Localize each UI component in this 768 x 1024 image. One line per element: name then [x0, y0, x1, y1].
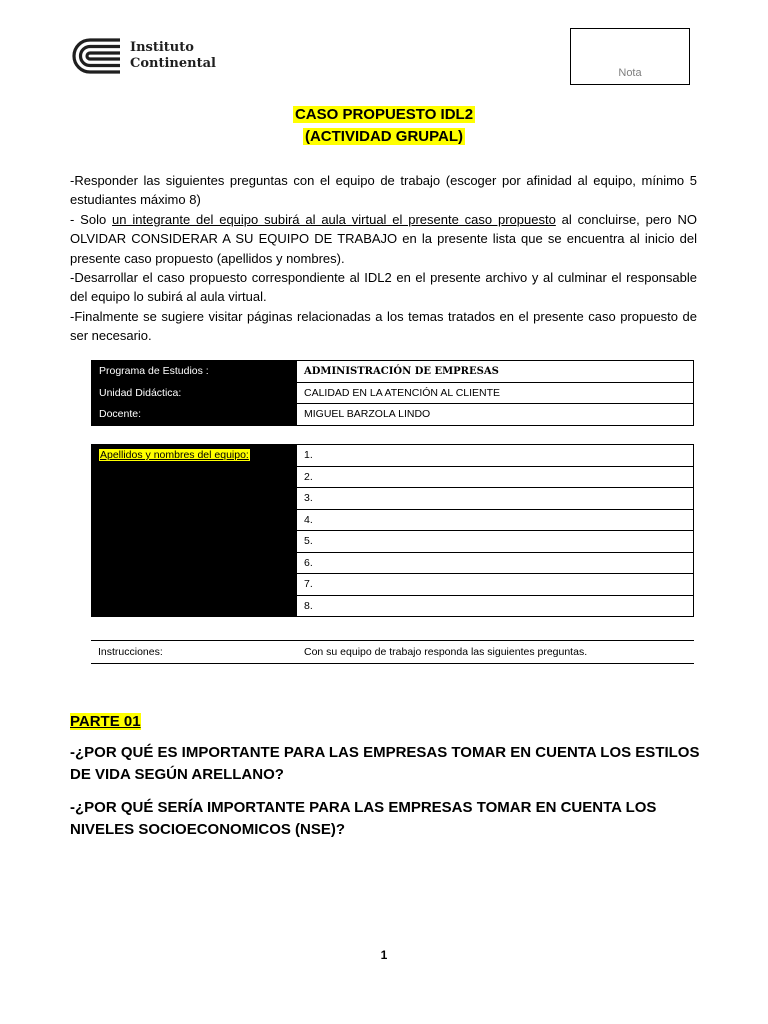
instructions-intro [70, 171, 697, 346]
intro-p2-end: al concluirse, pero NO OLVIDAR CONSIDERAR A SU EQUIPO DE TRABAJO en la presente lista que se encuentra al inicio del presente caso propuesto (apellidos y nombres). [70, 211, 697, 266]
table-row [92, 361, 694, 383]
unidad-label: Unidad Didáctica: [92, 382, 297, 404]
team-member-field-5[interactable]: 5. [297, 531, 694, 553]
question-1: -¿POR QUÉ ES IMPORTANTE PARA LAS EMPRESAS TOMAR EN CUENTA LOS ESTILOS DE VIDA SEGÚN ARELLANO? [70, 744, 700, 783]
team-member-field-4[interactable]: 4. [297, 509, 694, 531]
document-subtitle [0, 128, 768, 145]
team-members-table [91, 444, 694, 617]
team-label-cell [92, 445, 297, 617]
title-line2: (ACTIVIDAD GRUPAL) [304, 128, 464, 145]
instructions-label: Instrucciones: [98, 646, 163, 658]
instructions-value: Con su equipo de trabajo responda las siguientes preguntas. [304, 646, 588, 658]
intro-p2-underlined: un integrante del equipo subirá al aula virtual el presente caso propuesto [112, 211, 556, 227]
institute-name [130, 40, 216, 72]
question-2: -¿POR QUÉ SERÍA IMPORTANTE PARA LAS EMPRESAS TOMAR EN CUENTA LOS NIVELES SOCIOECONOMICOS (NSE)? [70, 799, 657, 838]
team-member-field-1[interactable]: 1. [297, 445, 694, 467]
team-member-field-6[interactable]: 6. [297, 552, 694, 574]
docente-label: Docente: [92, 404, 297, 426]
institute-name-line2: Continental [130, 56, 216, 71]
team-label: Apellidos y nombres del equipo: [100, 449, 249, 461]
team-member-field-2[interactable]: 2. [297, 466, 694, 488]
team-member-field-8[interactable]: 8. [297, 595, 694, 617]
programa-value: ADMINISTRACIÓN DE EMPRESAS [297, 361, 694, 383]
institute-logo-icon [70, 38, 122, 74]
section-heading [70, 713, 141, 730]
parte-title: PARTE 01 [70, 713, 141, 730]
institute-logo [70, 38, 216, 74]
docente-value: MIGUEL BARZOLA LINDO [297, 404, 694, 426]
instructions-row [91, 640, 694, 664]
page-number: 1 [380, 948, 388, 962]
intro-paragraph-3: -Desarrollar el caso propuesto correspondiente al IDL2 en el presente archivo y al culminar el responsable del equipo lo subirá al aula virtual. [70, 270, 697, 305]
programa-label: Programa de Estudios : [92, 361, 297, 383]
table-row [92, 445, 694, 467]
table-row [92, 382, 694, 404]
intro-paragraph-1: -Responder las siguientes preguntas con el equipo de trabajo (escoger por afinidad al equipo, mínimo 5 estudiantes máximo 8) [70, 173, 697, 208]
course-info-table [91, 360, 694, 426]
title-line1: CASO PROPUESTO IDL2 [294, 106, 474, 123]
unidad-value: CALIDAD EN LA ATENCIÓN AL CLIENTE [297, 382, 694, 404]
team-member-field-3[interactable]: 3. [297, 488, 694, 510]
intro-paragraph-4: -Finalmente se sugiere visitar páginas relacionadas a los temas tratados en el presente caso propuesto de ser necesario. [70, 308, 697, 344]
table-row [92, 404, 694, 426]
intro-p2-start: - Solo [70, 211, 113, 227]
institute-name-line1: Instituto [130, 40, 194, 55]
document-title [0, 106, 768, 123]
intro-paragraph-2 [70, 210, 697, 268]
team-member-field-7[interactable]: 7. [297, 574, 694, 596]
grade-label: Nota [618, 67, 642, 79]
grade-box[interactable] [570, 28, 690, 85]
